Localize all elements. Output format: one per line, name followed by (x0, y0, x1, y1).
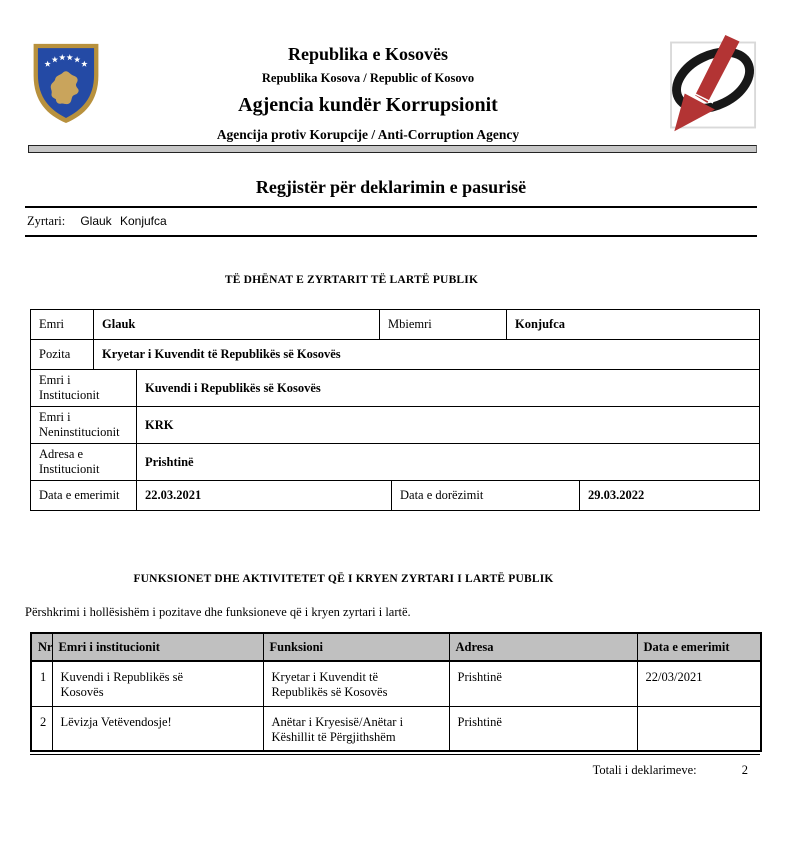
col-header-institution: Emri i institucionit (52, 633, 263, 661)
kosovo-coat-of-arms-icon (30, 38, 102, 126)
cell-date (637, 706, 761, 751)
functions-description: Përshkrimi i hollësishëm i pozitave dhe funksioneve që i kryen zyrtari i lartë. (25, 605, 411, 619)
section-functions-heading: FUNKSIONET DHE AKTIVITETET QË I KRYEN ZYRTARI I LARTË PUBLIK (133, 573, 554, 585)
col-header-function: Funksioni (263, 633, 449, 661)
cell-function: Anëtar i Kryesisë/Anëtar i Këshillit të Përgjithshëm (263, 706, 449, 751)
col-header-address: Adresa (449, 633, 637, 661)
institucioni-label: Emri i Institucionit (39, 373, 100, 402)
emri-label: Emri (39, 317, 64, 331)
adresa-institucionit-value: Prishtinë (136, 444, 759, 480)
cell-date: 22/03/2021 (637, 661, 761, 706)
col-header-date: Data e emerimit (637, 633, 761, 661)
document-title: Regjistër për deklarimin e pasurisë (255, 177, 527, 197)
header-text-block (102, 34, 668, 143)
institucioni-value: Kuvendi i Republikës së Kosovës (136, 370, 759, 406)
header-agency-subtitle: Agencija protiv Korupcije / Anti-Corruption Agency (216, 127, 520, 142)
page (0, 34, 803, 778)
totals-label: Totali i deklarimeve: (592, 763, 697, 777)
header-republic-title: Republika e Kosovës (287, 44, 449, 64)
table-header-row (31, 633, 761, 661)
table-row (31, 480, 759, 510)
neninstitucioni-value: KRK (136, 407, 759, 443)
header-republic-subtitle: Republika Kosova / Republic of Kosovo (261, 71, 475, 85)
table-row (31, 339, 759, 369)
cell-institution: Kuvendi i Republikës së Kosovës (52, 661, 263, 706)
data-emerimit-label: Data e emerimit (39, 488, 120, 502)
totals-row (30, 763, 760, 778)
section-official-data-heading: TË DHËNAT E ZYRTARIT TË LARTË PUBLIK (224, 274, 479, 286)
document-header (30, 34, 760, 143)
cell-function: Kryetar i Kuvendit të Republikës së Kosovës (263, 661, 449, 706)
cell-address: Prishtinë (449, 706, 637, 751)
functions-table (30, 632, 762, 752)
table-row (31, 406, 759, 443)
cell-nr: 2 (31, 706, 52, 751)
col-header-nr: Nr (31, 633, 52, 661)
table-row (31, 310, 759, 339)
cell-address: Prishtinë (449, 661, 637, 706)
pozita-label: Pozita (39, 347, 71, 361)
official-label: Zyrtari: (27, 214, 66, 228)
table-row (31, 369, 759, 406)
title-block (25, 177, 757, 208)
totals-value: 2 (741, 763, 748, 777)
official-row (25, 208, 757, 237)
header-agency-title: Agjencia kundër Korrupsionit (238, 94, 498, 116)
official-data-table (30, 309, 760, 511)
header-divider-bar (28, 145, 757, 153)
adresa-institucionit-label: Adresa e Institucionit (39, 447, 100, 476)
cell-nr: 1 (31, 661, 52, 706)
neninstitucioni-label: Emri i Neninstitucionit (39, 410, 120, 439)
data-dorezimit-label: Data e dorëzimit (391, 481, 579, 510)
data-emerimit-value: 22.03.2021 (136, 481, 391, 510)
mbiemri-label: Mbiemri (379, 310, 506, 339)
pozita-value: Kryetar i Kuvendit të Republikës së Kosovës (93, 340, 759, 369)
table-row (31, 661, 761, 706)
cell-institution: Lëvizja Vetëvendosje! (52, 706, 263, 751)
table-row (31, 443, 759, 480)
data-dorezimit-value: 29.03.2022 (579, 481, 759, 510)
functions-table-wrap (30, 632, 760, 755)
mbiemri-value: Konjufca (506, 310, 759, 339)
anti-corruption-agency-logo-icon (668, 34, 760, 136)
emri-value: Glauk (93, 310, 379, 339)
official-name: Glauk Konjufca (80, 214, 167, 228)
table-row (31, 706, 761, 751)
